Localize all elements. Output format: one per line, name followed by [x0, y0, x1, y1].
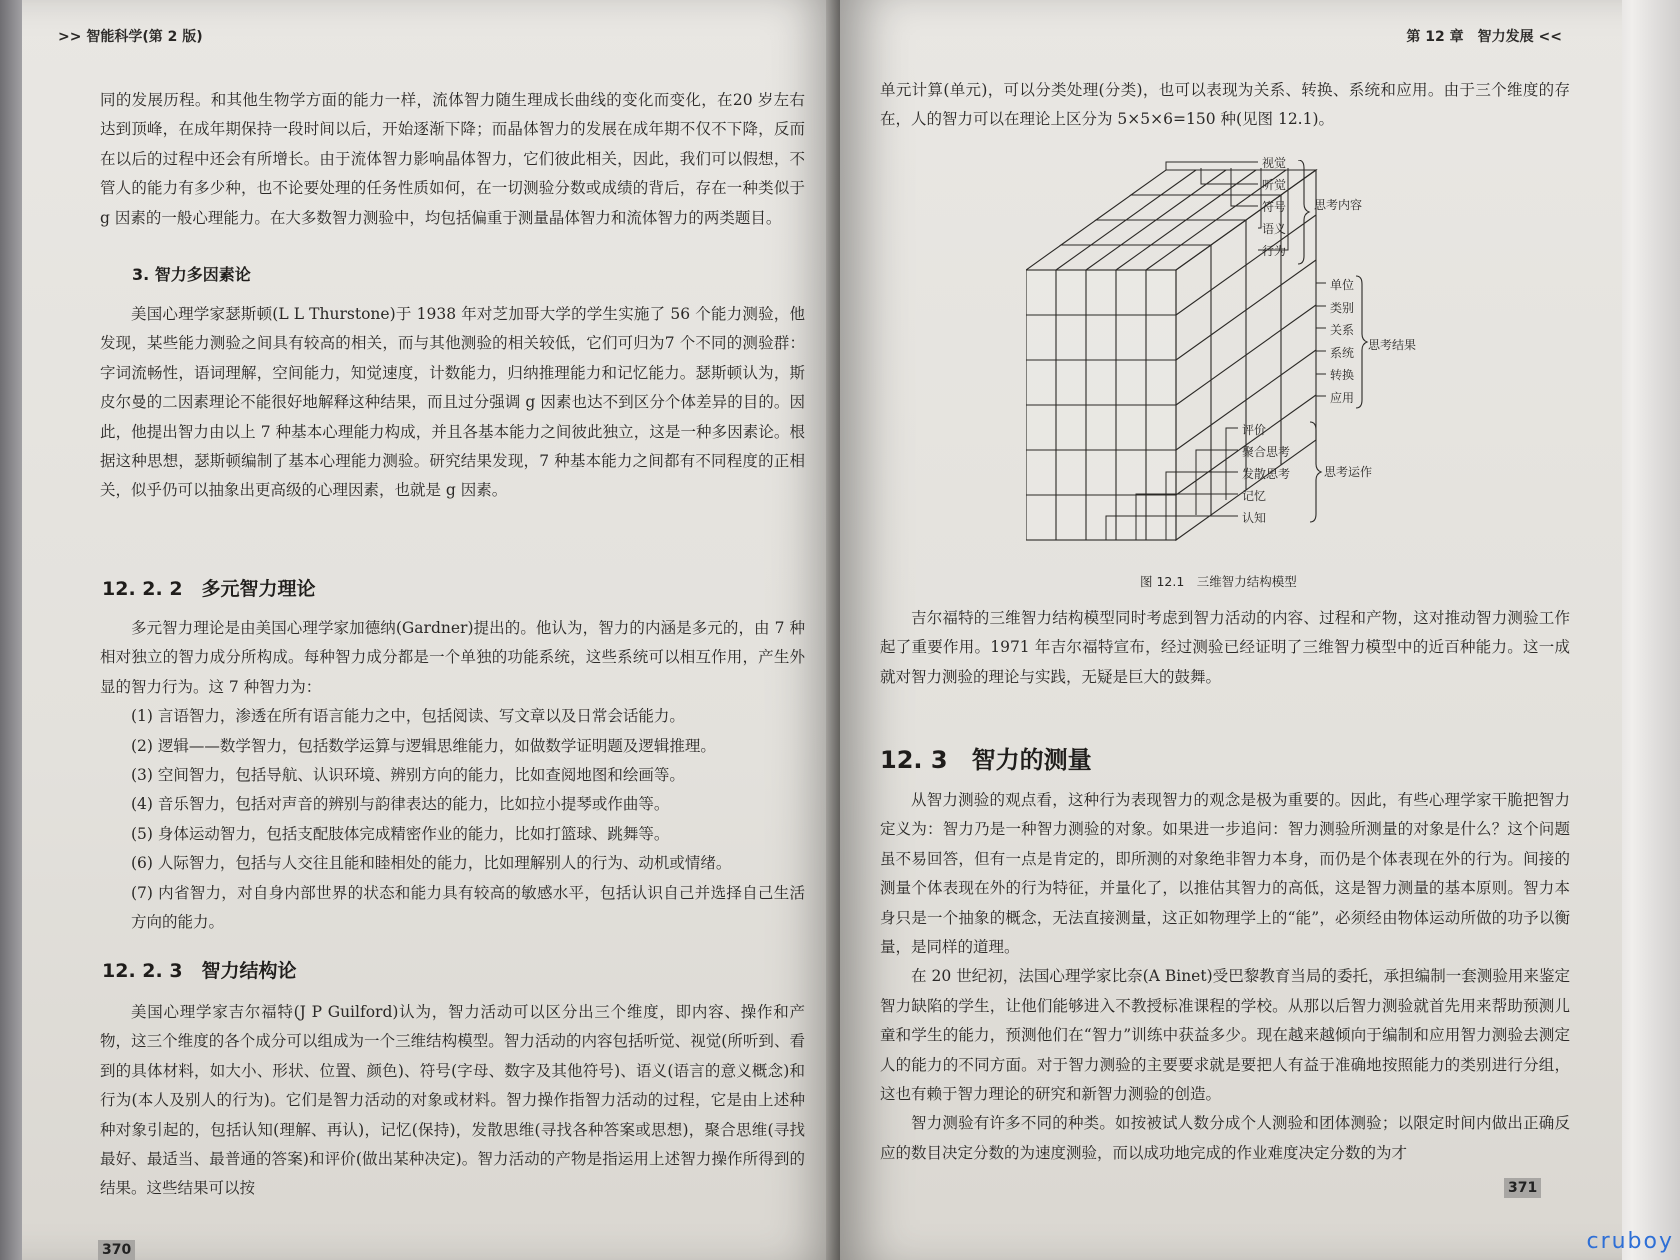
label-operation: 评价: [1242, 423, 1267, 437]
content-labels: [1262, 152, 1286, 262]
label-product: 类别: [1330, 300, 1355, 315]
label-content: 视觉: [1262, 156, 1287, 170]
label-product: 关系: [1330, 323, 1355, 338]
figure-caption: 图 12.1 三维智力结构模型: [1140, 574, 1297, 589]
operation-labels: [1242, 419, 1290, 529]
page-number-right: 371: [1504, 1178, 1541, 1198]
label-content: 符号: [1262, 200, 1287, 214]
left-para-1: [100, 86, 805, 233]
page-number-left: 370: [98, 1240, 135, 1260]
left-page: [22, 0, 840, 1260]
left-para-2-text: 美国心理学家瑟斯顿(L L Thurstone)于 1938 年对芝加哥大学的学生实施了 56 个能力测验，他发现，某些能力测验之间具有较高的相关，而与其他测验的相关较低，它们可归为7 个不同的测验群：字词流畅性，语词理解，空间能力，知觉速度，计数能力，归纳推理能力和记忆能力。瑟斯顿认为，斯皮尔曼的二因素理论不能很好地解释这种结果，而且过分强调 g 因素也达不到区分个体差异的目的。因此，他提出智力由以上 7 种基本心理能力构成，并且各基本能力之间彼此独立，这是一种多因素论。根据这种思想，瑟斯顿编制了基本心理能力测验。研究结果发现，7 种基本能力之间都有不同程度的正相关，似乎仍可以抽象出更高级的心理因素，也就是 g 因素。: [100, 305, 805, 500]
watermark: cruboy: [1586, 1229, 1674, 1254]
label-operation: 认知: [1242, 511, 1267, 525]
list-item: (7) 内省智力，对自身内部世界的状态和能力具有较高的敏感水平，包括认识自己并选择自己生活方向的能力。: [131, 883, 805, 932]
right-para-2: [880, 604, 1570, 692]
right-para-1: [880, 76, 1570, 135]
list-item: (3) 空间智力，包括导航、认识环境、辨别方向的能力，比如查阅地图和绘画等。: [131, 766, 685, 785]
list-item: (2) 逻辑——数学智力，包括数学运算与逻辑思维能力，如做数学证明题及逻辑推理。: [131, 736, 716, 755]
left-para-3-text: 多元智力理论是由美国心理学家加德纳(Gardner)提出的。他认为，智力的内涵是多元的，由 7 种相对独立的智力成分所构成。每种智力成分都是一个单独的功能系统，这些系统可以相互作用，产生外显的智力行为。这 7 种智力为：: [100, 619, 805, 696]
label-operation: 发散思考: [1242, 467, 1291, 481]
label-content: 听觉: [1262, 178, 1287, 192]
label-product: 单位: [1330, 278, 1355, 292]
right-para-1-text: 单元计算(单元)，可以分类处理(分类)，也可以表现为关系、转换、系统和应用。由于三个维度的存在，人的智力可以在理论上区分为 5×5×6=150 种(见图 12.1)。: [880, 81, 1570, 129]
right-para-4-text: 在 20 世纪初，法国心理学家比奈(A Binet)受巴黎教育当局的委托，承担编制一套测验用来鉴定智力缺陷的学生，让他们能够进入不教授标准课程的学校。从那以后智力测验就首先用来帮助预测儿童和学生的能力，预测他们在“智力”训练中获益多少。现在越来越倾向于编制和应用智力测验去测定人的能力的不同方面。对于智力测验的主要要求就是要把人有益于准确地按照能力的类别进行分组，这也有赖于智力理论的研究和新智力测验的创造。: [880, 967, 1570, 1104]
content-group-label: 思考内容: [1314, 198, 1363, 212]
left-para-4: [100, 998, 805, 1204]
list-item: (6) 人际智力，包括与人交往且能和睦相处的能力，比如理解别人的行为、动机或情绪。: [131, 854, 732, 873]
right-page: [840, 0, 1622, 1260]
label-operation: 聚合思考: [1242, 445, 1291, 459]
right-para-2-text: 吉尔福特的三维智力结构模型同时考虑到智力活动的内容、过程和产物，这对推动智力测验工作起了重要作用。1971 年吉尔福特宣布，经过测验已经证明了三维智力模型中的近百种能力。这一成就对智力测验的理论与实践，无疑是巨大的鼓舞。: [880, 609, 1570, 686]
label-product: 转换: [1330, 368, 1355, 383]
right-para-3: [880, 786, 1570, 1168]
running-head-left: >> 智能科学(第 2 版): [58, 29, 203, 45]
heading-multifactor: 3. 智力多因素论: [132, 265, 251, 284]
label-content: 行为: [1262, 244, 1287, 258]
running-head-right: 第 12 章 智力发展 <<: [1406, 29, 1562, 45]
heading-12-2-2: 12. 2. 2 多元智力理论: [102, 578, 316, 600]
list-item: (1) 言语智力，渗透在所有语言能力之中，包括阅读、写文章以及日常会话能力。: [131, 707, 685, 726]
label-product: 系统: [1330, 345, 1355, 360]
label-content: 语义: [1262, 222, 1287, 236]
label-product: 应用: [1330, 390, 1355, 405]
left-para-4-text: 美国心理学家吉尔福特(J P Guilford)认为，智力活动可以区分出三个维度，即内容、操作和产物，这三个维度的各个成分可以组成为一个三维结构模型。智力活动的内容包括听觉、视觉(所听到、看到的具体材料，如大小、形状、位置、颜色)、符号(字母、数字及其他符号)、语义(语言的意义概念)和行为(本人及别人的行为)。它们是智力活动的对象或材料。智力操作指智力活动的过程，它是由上述种种对象引起的，包括认知(理解、再认)，记忆(保持)，发散思维(寻找各种答案或思想)，聚合思维(寻找最好、最适当、最普通的答案)和评价(做出某种决定)。智力活动的产物是指运用上述智力操作所得到的结果。这些结果可以按: [100, 1003, 805, 1198]
product-labels: [1330, 274, 1354, 410]
heading-12-3: 12. 3 智力的测量: [880, 746, 1092, 774]
left-para-3: [100, 614, 805, 937]
heading-12-2-3: 12. 2. 3 智力结构论: [102, 960, 297, 982]
operation-group-label: 思考运作: [1324, 465, 1373, 479]
product-group-label: 思考结果: [1368, 338, 1417, 352]
left-para-1-text: 同的发展历程。和其他生物学方面的能力一样，流体智力随生理成长曲线的变化而变化，在20 岁左右达到顶峰，在成年期保持一段时间以后，开始逐渐下降；而晶体智力的发展在成年期不仅不下降，反而在以后的过程中还会有所增长。由于流体智力影响晶体智力，它们彼此相关，因此，我们可以假想，不管人的能力有多少种，也不论要处理的任务性质如何，在一切测验分数或成绩的背后，存在一种类似于 g 因素的一般心理能力。在大多数智力测验中，均包括偏重于测量晶体智力和流体智力的两类题目。: [100, 91, 805, 227]
right-para-5-text: 智力测验有许多不同的种类。如按被试人数分成个人测验和团体测验；以限定时间内做出正确反应的数目决定分数的为速度测验，而以成功地完成的作业难度决定分数的为才: [880, 1114, 1570, 1162]
left-para-2: [100, 300, 805, 506]
label-operation: 记忆: [1242, 489, 1267, 503]
list-item: (5) 身体运动智力，包括支配肢体完成精密作业的能力，比如打篮球、跳舞等。: [131, 824, 670, 843]
right-para-3-text: 从智力测验的观点看，这种行为表现智力的观念是极为重要的。因此，有些心理学家干脆把智力定义为：智力乃是一种智力测验的对象。如果进一步追问：智力测验所测量的对象是什么？这个问题虽不易回答，但有一点是肯定的，即所测的对象绝非智力本身，而仍是个体表现在外的行为。间接的测量个体表现在外的行为特征，并量化了，以推估其智力的高低，这是智力测量的基本原则。智力本身只是一个抽象的概念，无法直接测量，这正如物理学上的“能”，必须经由物体运动所做的功予以衡量，是同样的道理。: [880, 791, 1570, 957]
list-item: (4) 音乐智力，包括对声音的辨别与韵律表达的能力，比如拉小提琴或作曲等。: [131, 795, 670, 814]
figure-12-1: [1026, 156, 1417, 580]
